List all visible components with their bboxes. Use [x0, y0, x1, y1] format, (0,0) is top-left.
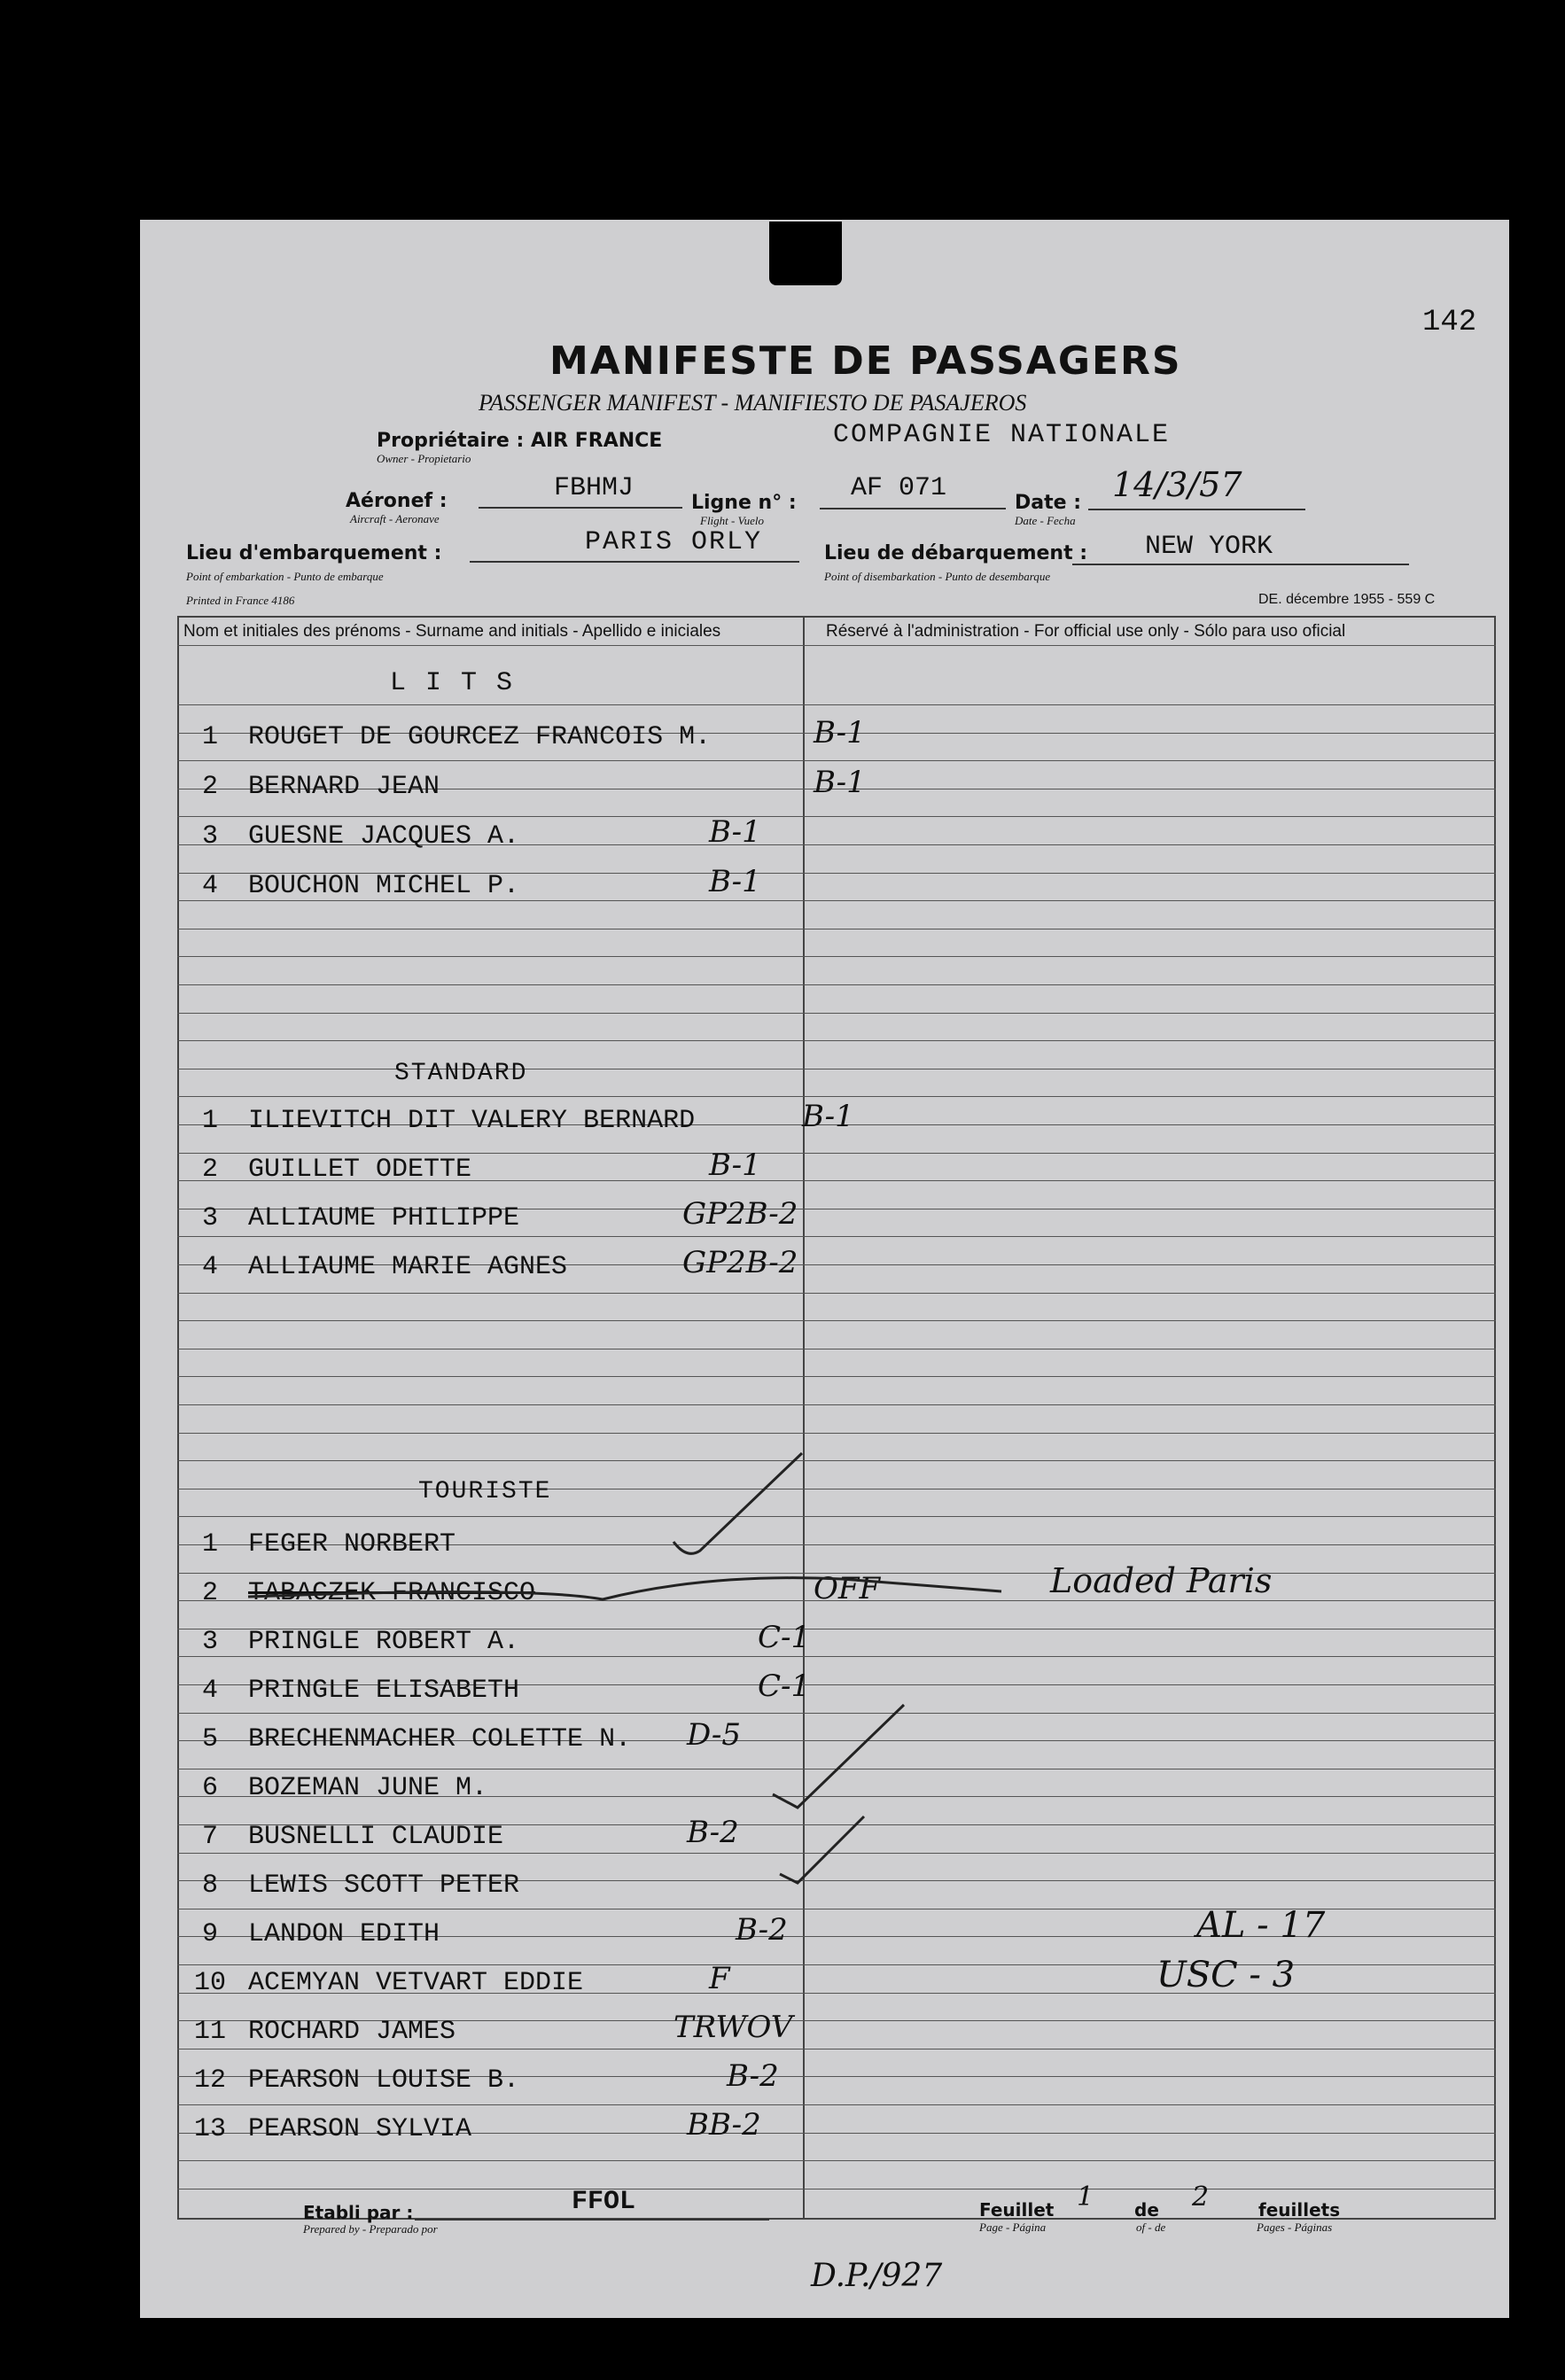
check-mark-feger: [673, 1453, 802, 1553]
passenger-name: BOZEMAN JUNE M.: [248, 1773, 488, 1803]
prepared-label: Etabli par :: [303, 2202, 414, 2223]
sheet-page: 1: [1077, 2182, 1094, 2213]
class-code: C-1: [758, 1668, 811, 1704]
page-number: 142: [1422, 306, 1477, 339]
passenger-number: 1: [201, 722, 218, 752]
sheet-of-label: de: [1134, 2199, 1159, 2221]
passenger-number: 13: [193, 2114, 226, 2144]
passenger-number: 11: [193, 2017, 226, 2047]
date-value: 14/3/57: [1112, 465, 1242, 504]
passenger-name: GUESNE JACQUES A.: [248, 821, 520, 852]
prepared-value: FFOL: [572, 2187, 636, 2217]
passenger-number: 1: [201, 1106, 218, 1136]
passenger-number: 12: [193, 2065, 226, 2096]
passenger-number: 7: [201, 1822, 218, 1852]
sheet-page-label: Feuillet: [979, 2199, 1055, 2221]
passenger-number: 2: [201, 1578, 218, 1608]
disembarkation-value: NEW YORK: [1145, 532, 1273, 562]
passenger-number: 9: [201, 1919, 218, 1949]
disembarkation-label: Lieu de débarquement :: [824, 542, 1088, 564]
passenger-name: FEGER NORBERT: [248, 1529, 456, 1559]
passenger-number: 2: [201, 1155, 218, 1185]
section-standard: STANDARD: [394, 1060, 528, 1087]
disembarkation-sublabel: Point of disembarkation - Punto de desembarque: [824, 570, 1051, 583]
flight-label: Ligne n° :: [691, 492, 797, 514]
flight-value: AF 071: [851, 473, 947, 503]
class-code: BB-2: [687, 2107, 761, 2143]
passenger-name: ROUGET DE GOURCEZ FRANCOIS M.: [248, 722, 712, 752]
prepared-line: [415, 2219, 769, 2221]
passenger-name: TABACZEK FRANCISCO: [248, 1578, 536, 1608]
class-code: C-1: [758, 1620, 811, 1655]
passenger-name: BOUCHON MICHEL P.: [248, 871, 520, 901]
admin-note-loaded: Loaded Paris: [1050, 1561, 1273, 1600]
class-code: F: [709, 1961, 730, 1996]
passenger-number: 8: [201, 1871, 218, 1901]
embarkation-sublabel: Point of embarkation - Punto de embarque: [186, 570, 384, 583]
passenger-name: BUSNELLI CLAUDIE: [248, 1822, 504, 1852]
owner-label: Propriétaire : AIR FRANCE: [377, 430, 663, 452]
date-sublabel: Date - Fecha: [1015, 514, 1076, 527]
aircraft-value: FBHMJ: [554, 473, 635, 503]
aircraft-label: Aéronef :: [346, 490, 448, 512]
owner-value: COMPAGNIE NATIONALE: [833, 420, 1171, 450]
sheet-page-sublabel: Page - Página: [979, 2221, 1047, 2234]
prepared-sublabel: Prepared by - Preparado por: [303, 2222, 438, 2236]
sheet-total-label: feuillets: [1258, 2199, 1341, 2221]
class-code: GP2B-2: [682, 1245, 798, 1280]
check-mark-bozeman: [773, 1705, 904, 1808]
document-reference: D.P./927: [811, 2258, 943, 2294]
passenger-number: 3: [201, 1203, 218, 1233]
admin-note-usc: USC - 3: [1156, 1955, 1296, 1995]
class-code: B-1: [814, 765, 866, 800]
embarkation-value: PARIS ORLY: [585, 527, 763, 557]
passenger-name: GUILLET ODETTE: [248, 1155, 472, 1185]
class-code: B-2: [687, 1815, 739, 1850]
printed-note: Printed in France 4186: [186, 594, 295, 607]
date-label: Date :: [1015, 492, 1082, 514]
embarkation-label: Lieu d'embarquement :: [186, 542, 442, 564]
passenger-number: 3: [201, 1627, 218, 1657]
document-title: MANIFESTE DE PASSAGERS: [549, 338, 1182, 384]
admin-column-header: Réservé à l'administration - For official use only - Sólo para uso oficial: [826, 622, 1346, 641]
passenger-number: 2: [201, 772, 218, 802]
strike-tabaczek: [248, 1578, 1001, 1599]
class-code: B-1: [709, 1147, 761, 1183]
sheet-of-sublabel: of - de: [1136, 2221, 1166, 2234]
passenger-name: LANDON EDITH: [248, 1919, 440, 1949]
owner-sublabel: Owner - Propietario: [377, 452, 471, 465]
admin-note-al: AL - 17: [1196, 1905, 1326, 1946]
passenger-name: ACEMYAN VETVART EDDIE: [248, 1968, 584, 1998]
form-reference: DE. décembre 1955 - 559 C: [1258, 592, 1436, 607]
passenger-number: 5: [201, 1724, 218, 1754]
class-code: B-2: [727, 2058, 779, 2094]
section-touriste: TOURISTE: [418, 1478, 552, 1505]
aircraft-sublabel: Aircraft - Aeronave: [350, 512, 440, 525]
passenger-name: PRINGLE ROBERT A.: [248, 1627, 520, 1657]
passenger-number: 10: [193, 1968, 226, 1998]
class-code: TRWOV: [673, 2010, 793, 2045]
passenger-number: 3: [201, 821, 218, 852]
class-code: B-1: [814, 715, 866, 751]
class-code: GP2B-2: [682, 1196, 798, 1232]
sheet-total: 2: [1192, 2182, 1210, 2213]
passenger-name: ALLIAUME MARIE AGNES: [248, 1252, 568, 1282]
passenger-name: ALLIAUME PHILIPPE: [248, 1203, 520, 1233]
passenger-name: BRECHENMACHER COLETTE N.: [248, 1724, 632, 1754]
check-mark-busnelli: [780, 1816, 864, 1883]
class-code: D-5: [687, 1717, 742, 1753]
passenger-number: 4: [201, 1676, 218, 1706]
class-code: B-1: [802, 1099, 854, 1134]
passenger-name: LEWIS SCOTT PETER: [248, 1871, 520, 1901]
class-code: B-1: [709, 864, 761, 899]
document-subtitle: PASSENGER MANIFEST - MANIFIESTO DE PASAJEROS: [479, 390, 1027, 416]
sheet-pages-sublabel: Pages - Páginas: [1257, 2221, 1333, 2234]
class-code: B-2: [736, 1912, 788, 1948]
passenger-name: BERNARD JEAN: [248, 772, 440, 802]
section-lits: L I T S: [390, 668, 515, 698]
class-code: OFF: [814, 1571, 881, 1606]
passenger-number: 4: [201, 871, 218, 901]
passenger-name: PEARSON LOUISE B.: [248, 2065, 520, 2096]
passenger-number: 6: [201, 1773, 218, 1803]
passenger-number: 1: [201, 1529, 218, 1559]
class-code: B-1: [709, 814, 761, 850]
passenger-name: ROCHARD JAMES: [248, 2017, 456, 2047]
passenger-name: ILIEVITCH DIT VALERY BERNARD: [248, 1106, 696, 1136]
passenger-number: 4: [201, 1252, 218, 1282]
passenger-name: PRINGLE ELISABETH: [248, 1676, 520, 1706]
name-column-header: Nom et initiales des prénoms - Surname and initials - Apellido e iniciales: [183, 622, 721, 641]
flight-sublabel: Flight - Vuelo: [700, 514, 764, 527]
passenger-name: PEARSON SYLVIA: [248, 2114, 472, 2144]
